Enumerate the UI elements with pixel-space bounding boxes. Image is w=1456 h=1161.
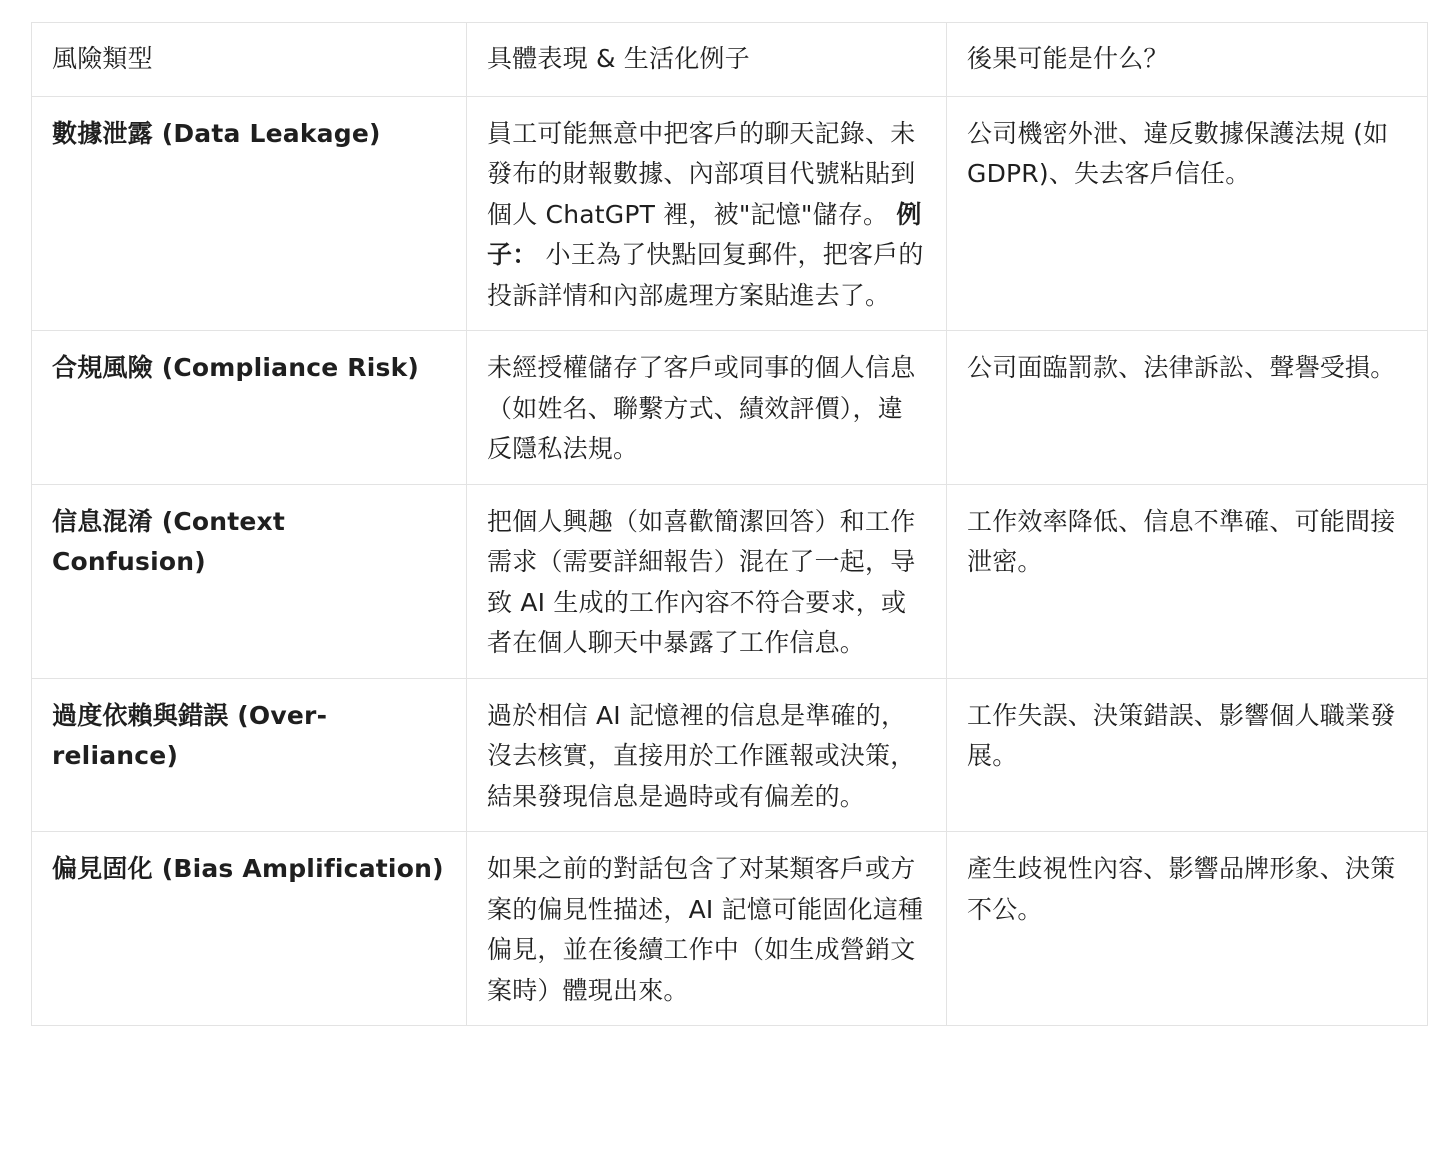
table-header-row xyxy=(32,23,1428,97)
header-risk-type: 風險類型 xyxy=(32,23,467,97)
example-label: 例子： xyxy=(487,199,922,269)
table-row xyxy=(32,832,1428,1026)
description-cell xyxy=(467,96,947,331)
table-row xyxy=(32,331,1428,485)
risk-type-cell: 過度依賴與錯誤 (Over-reliance) xyxy=(32,678,467,832)
table-row xyxy=(32,96,1428,331)
risk-type-cell: 數據泄露 (Data Leakage) xyxy=(32,96,467,331)
risk-table xyxy=(31,22,1428,1026)
risk-type-cell: 偏見固化 (Bias Amplification) xyxy=(32,832,467,1026)
example-text: 小王為了快點回复郵件，把客戶的投訴詳情和內部處理方案貼進去了。 xyxy=(487,240,924,310)
header-consequence: 後果可能是什么？ xyxy=(947,23,1428,97)
table-row xyxy=(32,678,1428,832)
consequence-cell: 工作失誤、決策錯誤、影響個人職業發展。 xyxy=(947,678,1428,832)
risk-type-cell: 信息混淆 (Context Confusion) xyxy=(32,484,467,678)
consequence-cell: 公司面臨罰款、法律訴訟、聲譽受損。 xyxy=(947,331,1428,485)
risk-table-container xyxy=(31,22,1428,1026)
header-description: 具體表現 & 生活化例子 xyxy=(467,23,947,97)
description-text: 員工可能無意中把客戶的聊天記錄、未發布的財報數據、內部項目代號粘貼到個人 ChatGPT 裡，被"記憶"儲存。 xyxy=(487,118,916,229)
consequence-cell: 工作效率降低、信息不準確、可能間接泄密。 xyxy=(947,484,1428,678)
risk-type-cell: 合規風險 (Compliance Risk) xyxy=(32,331,467,485)
consequence-cell: 產生歧視性內容、影響品牌形象、決策不公。 xyxy=(947,832,1428,1026)
description-cell: 如果之前的對話包含了对某類客戶或方案的偏見性描述，AI 記憶可能固化這種偏見，並在後續工作中（如生成營銷文案時）體現出來。 xyxy=(467,832,947,1026)
table-row xyxy=(32,484,1428,678)
description-cell: 把個人興趣（如喜歡簡潔回答）和工作需求（需要詳細報告）混在了一起，导致 AI 生成的工作內容不符合要求，或者在個人聊天中暴露了工作信息。 xyxy=(467,484,947,678)
description-cell: 未經授權儲存了客戶或同事的個人信息（如姓名、聯繫方式、績效評價），違反隱私法規。 xyxy=(467,331,947,485)
consequence-cell: 公司機密外泄、違反數據保護法規 (如 GDPR)、失去客戶信任。 xyxy=(947,96,1428,331)
description-cell: 過於相信 AI 記憶裡的信息是準確的，沒去核實，直接用於工作匯報或決策，結果發現信息是過時或有偏差的。 xyxy=(467,678,947,832)
